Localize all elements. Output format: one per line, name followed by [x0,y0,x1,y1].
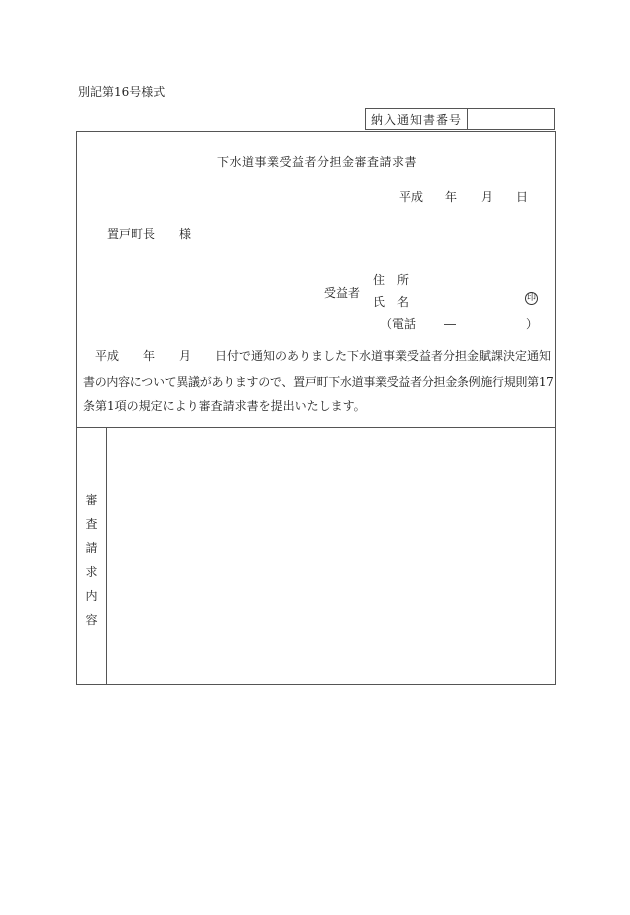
body-year: 年 [143,349,156,363]
seal-icon: 印 [526,293,536,303]
phone-open: （電話 [380,317,417,331]
body-text-line-3: 条第1項の規定により審査請求書を提出いたします。 [83,399,366,413]
form-title: 下水道事業受益者分担金審査請求書 [216,155,417,169]
section-divider [77,427,555,428]
request-content-label-char: 査 [85,517,98,531]
body-text-line-2: 書の内容について異議がありますので、置戸町下水道事業受益者分担金条例施行規則第17 [83,375,554,389]
addressee-name: 置戸町長 [107,227,156,241]
beneficiary-label: 受益者 [324,286,361,300]
date-era: 平成 [399,190,424,204]
request-content-label-char: 内 [85,589,98,603]
body-era: 平成 [95,349,120,363]
phone-close: ） [526,317,539,331]
request-form [76,131,556,685]
phone-dash: ― [444,317,456,331]
addressee-honorific: 様 [179,227,192,241]
date-month: 月 [481,190,494,204]
request-content-label-char: 審 [85,493,98,507]
date-day: 日 [516,190,529,204]
address-label: 住 所 [373,273,410,287]
request-content-label-char: 請 [85,541,98,555]
notice-number-field[interactable] [468,109,554,129]
request-content-label [77,488,106,632]
notice-number-label: 納入通知書番号 [366,109,468,129]
request-content-label-char: 容 [85,613,98,627]
notice-number-box [365,108,555,130]
label-column-divider [106,427,107,684]
name-label: 氏 名 [373,295,410,309]
date-year: 年 [445,190,458,204]
body-month: 月 [179,349,192,363]
form-number-label: 別記第16号様式 [78,85,166,99]
request-content-label-char: 求 [85,565,98,579]
body-text-line-1: 日付で通知のありました下水道事業受益者分担金賦課決定通知 [215,349,552,363]
